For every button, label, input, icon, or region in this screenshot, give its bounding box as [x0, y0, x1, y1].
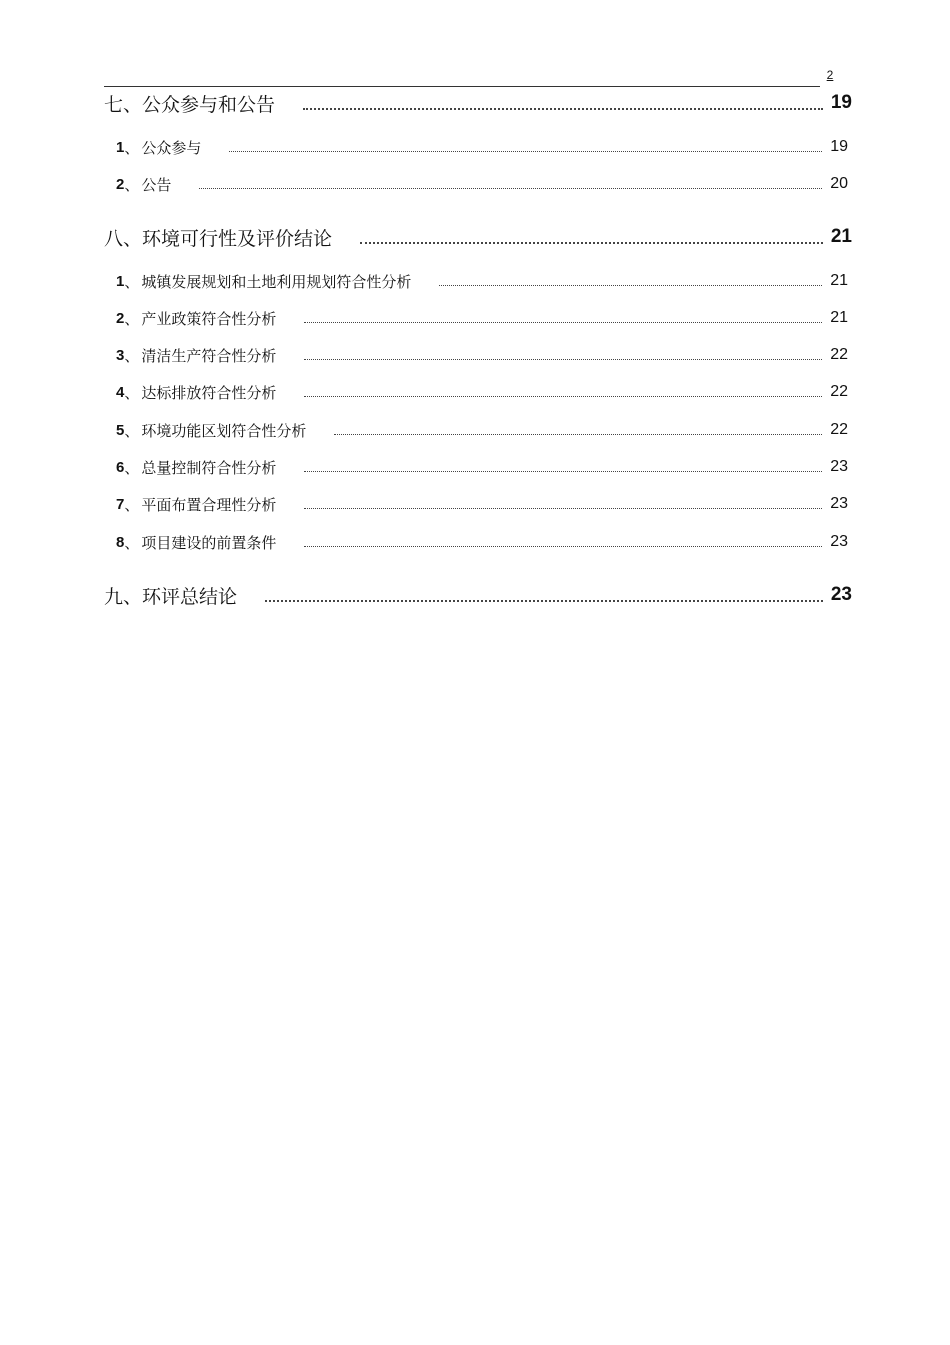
toc-entry-8-2[interactable] — [116, 306, 848, 330]
toc-page-number: 20 — [830, 175, 848, 192]
toc-entry-separator: 、 — [124, 175, 140, 194]
toc-entry-number: 6 — [116, 458, 125, 476]
toc-entry-8-8[interactable] — [116, 530, 848, 554]
toc-page-number: 23 — [830, 458, 848, 475]
dot-leader — [334, 434, 822, 435]
toc-entry-number: 7 — [116, 495, 125, 513]
toc-entry-title: 总量控制符合性分析 — [141, 458, 277, 477]
dot-leader — [304, 508, 822, 509]
dot-leader — [360, 242, 823, 244]
toc-page-number: 21 — [830, 226, 852, 247]
toc-entry-number: 3 — [116, 346, 125, 364]
toc-entry-title: 平面布置合理性分析 — [141, 495, 277, 514]
toc-page-number: 22 — [830, 383, 848, 400]
dot-leader — [304, 471, 822, 472]
toc-entry-title: 达标排放符合性分析 — [141, 383, 277, 402]
toc-entry-title: 清洁生产符合性分析 — [141, 346, 277, 365]
dot-leader — [303, 108, 823, 110]
toc-entry-number: 2 — [116, 309, 125, 327]
toc-entry-number: 2 — [116, 175, 125, 193]
toc-section-title: 九、环评总结论 — [104, 585, 238, 608]
toc-section-9[interactable] — [104, 580, 852, 610]
toc-entry-separator: 、 — [124, 383, 140, 402]
toc-section-7[interactable] — [104, 88, 852, 118]
toc-entry-8-1[interactable] — [116, 269, 848, 293]
toc-section-title: 八、环境可行性及评价结论 — [104, 227, 333, 250]
dot-leader — [265, 600, 823, 602]
toc-section-title: 七、公众参与和公告 — [104, 93, 276, 116]
toc-entry-separator: 、 — [124, 346, 140, 365]
toc-entry-8-5[interactable] — [116, 418, 848, 442]
page-number: 2 — [826, 68, 834, 82]
toc-page-number: 19 — [830, 138, 848, 155]
toc-entry-separator: 、 — [124, 309, 140, 328]
dot-leader — [304, 359, 822, 360]
toc-page-number: 23 — [830, 495, 848, 512]
toc-entry-title: 城镇发展规划和土地利用规划符合性分析 — [141, 272, 412, 291]
toc-entry-number: 1 — [116, 272, 125, 290]
toc-page-number: 23 — [830, 584, 852, 605]
toc-page-number: 21 — [830, 309, 848, 326]
toc-page-number: 22 — [830, 421, 848, 438]
toc-entry-title: 环境功能区划符合性分析 — [141, 421, 307, 440]
toc-page-number: 19 — [830, 92, 852, 113]
toc-entry-separator: 、 — [124, 138, 140, 157]
dot-leader — [304, 396, 822, 397]
toc-entry-title: 产业政策符合性分析 — [141, 309, 277, 328]
toc-entry-separator: 、 — [124, 533, 140, 552]
toc-entry-7-2[interactable] — [116, 172, 848, 196]
toc-page-number: 22 — [830, 346, 848, 363]
dot-leader — [304, 546, 822, 547]
toc-section-8[interactable] — [104, 222, 852, 252]
toc-entry-title: 公众参与 — [141, 138, 202, 157]
toc-entry-separator: 、 — [124, 495, 140, 514]
toc-entry-number: 4 — [116, 383, 125, 401]
toc-entry-title: 公告 — [141, 175, 172, 194]
toc-entry-separator: 、 — [124, 458, 140, 477]
dot-leader — [439, 285, 822, 286]
toc-page-number: 23 — [830, 533, 848, 550]
toc-entry-8-4[interactable] — [116, 380, 848, 404]
toc-entry-separator: 、 — [124, 421, 140, 440]
dot-leader — [199, 188, 822, 189]
toc-entry-number: 1 — [116, 138, 125, 156]
toc-entry-title: 项目建设的前置条件 — [141, 533, 277, 552]
toc-entry-8-3[interactable] — [116, 343, 848, 367]
toc-entry-8-7[interactable] — [116, 492, 848, 516]
dot-leader — [304, 322, 822, 323]
toc-entry-number: 5 — [116, 421, 125, 439]
toc-entry-7-1[interactable] — [116, 135, 848, 159]
dot-leader — [229, 151, 822, 152]
toc-page-number: 21 — [830, 272, 848, 289]
toc-entry-number: 8 — [116, 533, 125, 551]
toc-entry-separator: 、 — [124, 272, 140, 291]
toc-entry-8-6[interactable] — [116, 455, 848, 479]
